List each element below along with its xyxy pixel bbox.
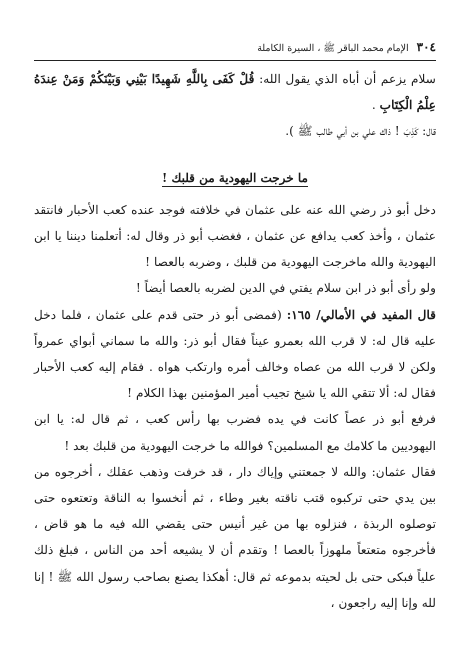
source-citation: قال المفيد في الأمالي/ ١٦٥: xyxy=(286,307,436,322)
running-title: الإمام محمد الباقر ﷺ ، السيرة الكاملة xyxy=(257,43,409,54)
intro-paragraph xyxy=(34,66,436,118)
page-number: ٣٠٤ xyxy=(416,40,436,54)
intro-text-end: . xyxy=(371,98,380,113)
running-header xyxy=(34,40,436,58)
page-body xyxy=(34,66,436,616)
paragraph-4: فرفع أبو ذر عصاً كانت في يده فضرب بها رأس كعب ، ثم قال له: يا ابن اليهوديين ما كلامك مع المسلمين؟ فوالله ما خرجت اليهودية من قلبك بعد ! xyxy=(34,412,436,453)
paragraph-3 xyxy=(34,302,436,407)
paragraph-3-text: (فمضى أبو ذر حتى قدم على عثمان ، فلما دخل عليه قال له: لا قرب الله بعمرو عيناً فقال أبو ذر: والله ما سماني أبواي عمرواً ولكن لا قرب الله من عصاه وخالف أمره وارتكب هواه . فقام إليه كعب الأحبار فقال له: ألا تتقي الله يا شيخ تجيب أمير المؤمنين بهذا الكلام ! xyxy=(34,307,436,401)
section-heading xyxy=(34,165,436,191)
header-rule xyxy=(34,60,436,61)
paragraph-2: ولو رأى أبو ذر ابن سلام يفتي في الدين لضربه بالعصا أيضاً ! xyxy=(135,281,436,296)
intro-reply: قال: كَذِبَ ! ذاك علي بن أبي طالب ﷺ ). xyxy=(285,124,436,139)
intro-text: سلام يزعم أن أباه الذي يقول الله: xyxy=(254,72,436,86)
section-heading-text: ما خرجت اليهودية من قلبك ! xyxy=(162,170,308,185)
quran-verse: قُلْ كَفَى بِاللَّهِ شَهِيدًا بَيْنِي وَبَيْنَكُمْ وَمَنْ عِندَهُ عِلْمُ الْكِتَابِ xyxy=(34,72,436,113)
paragraph-5: فقال عثمان: والله لا جمعتني وإياك دار ، قد خرفت وذهب عقلك ، أخرجوه من بين يدي حتى تركبوه قتب ناقته بغير وطاء ، ثم أنخسوا به الناقة وتعتعوه حتى توصلوه الربذة ، فنزلوه بها من غير أنيس حتى يقضي الله فيه ما هو قاض ، فأخرجوه متعتعاً ملهوزاً بالعصا ! وتقدم أن لا يشيعه أحد من الناس ، فبلغ ذلك علياً فبكى حتى بل لحيته بدموعه ثم قال: أهكذا يصنع بصاحب رسول الله ﷺ ! إنا لله وإنا إليه راجعون ، xyxy=(34,464,436,610)
book-page xyxy=(34,0,436,667)
paragraph-1: دخل أبو ذر رضي الله عنه على عثمان في خلافته فوجد عنده كعب الأحبار فانتقد عثمان ، وأخذ كعب يدافع عن عثمان ، فغضب أبو ذر وقال له: أتعلمنا ديننا يا ابن اليهودية والله ماخرجت اليهودية من قلبك ، وضربه بالعصا ! xyxy=(34,202,436,270)
